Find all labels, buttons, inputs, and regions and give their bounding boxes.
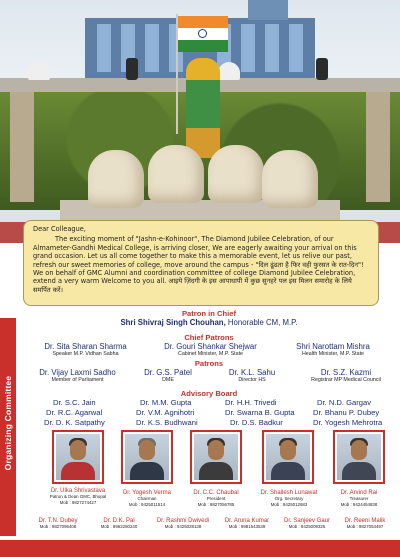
patron: Dr. G.S. Patel DME: [144, 368, 192, 383]
member-caption: Dr. D.K. Pal Mob : 8962280240: [100, 518, 138, 529]
footer-band: [0, 540, 400, 557]
member-caption: Dr. Shailesh Lunawat Org. Secretary Mob : 9425012683: [260, 490, 318, 507]
letter-body: The exciting moment of "Jashn-e-Kohinoor", The Diamond Jubilee Celebration, of our Almameter-Gandhi Medical College, is arriving closer, We are eagerly awaiting your arrival on this grand occasion. Let us all come together to make this a memorable event, let us relive our past, refresh our sweet memories of college, move around the campus - "दिल ढूंढता है फिर वही फुरसत के रात-दिन"! We on behalf of GMC Alumni and coordination committee of college Diamond Jubilee Celebration, extend a very warm Welcome to you all. आइये ज़िंदगी के इस आपाधापी में कुछ सुनहरे पल इस मिलन समारोह के लिये समर्पित करें।: [33, 235, 364, 294]
advisory-member: Dr. M.M. Gupta: [140, 398, 192, 407]
indian-flag: [178, 16, 228, 52]
member-photo: [121, 430, 173, 484]
advisory-member: Dr. Yogesh Mehrotra: [313, 418, 383, 427]
patron: Dr. K.L. Sahu Director HS: [228, 368, 276, 383]
patron: Dr. S.Z. Kazmi Registrar MP Medical Council: [311, 368, 381, 383]
lion-statue: [148, 145, 204, 203]
member-photo: [262, 430, 314, 484]
member-caption: Dr. Yogesh Verma Chairman Mob : 9425011514: [122, 490, 172, 507]
patron: Dr. Vijay Laxmi Sadho Member of Parliament: [39, 368, 116, 383]
advisory-member: Dr. Bhanu P. Dubey: [313, 408, 380, 417]
member-caption: Dr. Sanjeev Gaur Mob : 9425009325: [283, 518, 331, 529]
advisory-member: Dr. H.H. Trivedi: [225, 398, 277, 407]
member-caption: Dr. C.C. Chaubal President Mob : 9827056785: [193, 490, 239, 507]
section-title: Chief Patrons: [184, 333, 234, 342]
section-title: Advisory Board: [180, 389, 238, 398]
section-title: Patron in Chief: [181, 309, 236, 318]
advisory-member: Dr. Swarna B. Gupta: [225, 408, 295, 417]
member-photo: [190, 430, 242, 484]
lamp-right: [316, 58, 328, 80]
lion-statue: [208, 145, 264, 203]
member-caption: Dr. Rashmi Dwivedi Mob : 9425028138: [156, 518, 210, 529]
lion-statue: [88, 150, 144, 208]
organizing-committee-sidebar: [0, 318, 16, 536]
advisory-member: Dr. D. K. Satpathy: [44, 418, 105, 427]
advisory-member: Dr. V.M. Agnihotri: [136, 408, 195, 417]
section-title: Patrons: [194, 359, 224, 368]
advisory-member: Dr. R.C. Agarwal: [46, 408, 103, 417]
sidebar-label: Organizing Committee: [3, 375, 13, 471]
member-caption: Dr. Reeni Malik Mob : 9827054497: [344, 518, 386, 529]
member-caption: Dr. Aruna Kumar Mob : 9981543539: [224, 518, 270, 529]
chief-patron: Dr. Gouri Shankar Shejwar Cabinet Minister, M.P. State: [164, 342, 257, 357]
patrons-section: [18, 359, 400, 368]
lamp-left: [126, 58, 138, 80]
member-caption: Dr. Ulka Shrivastava Patron & Dean GMC, Bhopal Mob : 9827274427: [49, 488, 107, 505]
advisory-member: Dr. D.S. Badkur: [230, 418, 283, 427]
advisory-member: Dr. S.C. Jain: [53, 398, 96, 407]
lion-statue: [262, 150, 318, 208]
dome-ornament-left: [28, 62, 50, 80]
dome-ornament-right: [218, 62, 240, 80]
chief-patron: Dr. Sita Sharan Sharma Speaker M.P. Vidhan Sabha: [44, 342, 127, 357]
member-photo: [333, 430, 385, 484]
welcome-letter: [23, 220, 379, 306]
college-statue-photo: [0, 0, 400, 243]
member-caption: Dr. Arvind Rai Treasurer Mob : 9424454838: [340, 490, 378, 507]
advisory-member: Dr. N.D. Gargav: [317, 398, 372, 407]
member-caption: Dr. T.N. Dubey Mob : 9827095408: [38, 518, 78, 529]
bharat-mata-statue: [186, 58, 220, 158]
letter-greeting: Dear Colleague,: [33, 225, 86, 233]
chief-patrons-section: [18, 333, 400, 342]
chief-patron: Shri Narottam Mishra Health Minister, M.P. State: [296, 342, 370, 357]
advisory-member: Dr. K.S. Budhwani: [136, 418, 198, 427]
patron-in-chief-section: [18, 309, 400, 327]
member-photo: [52, 430, 104, 484]
patron-in-chief-name: Shri Shivraj Singh Chouhan,: [120, 318, 226, 327]
advisory-board-section: [18, 389, 400, 398]
patron-in-chief-role: Honorable CM, M.P.: [225, 318, 298, 327]
